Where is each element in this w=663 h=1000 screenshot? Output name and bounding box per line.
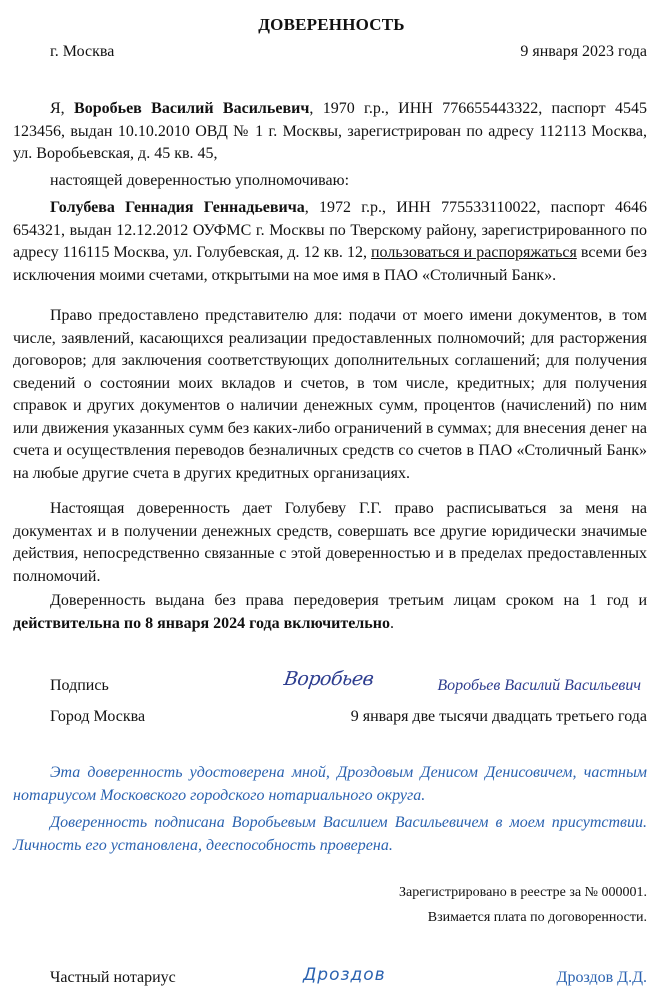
rights-paragraph: Право предоставлено представителю для: подачи от моего имени документов, в том числе, заявлений, касающихся реализации предоставленных полномочий; для расторжения договоров; для заключения соответствующих дополнительных соглашений; для получения сведений о состоянии моих вкладов и счетов, в том числе, кредитных; для получения справок и других документов о наличии денежных сумм, процентов (начислений) по ним или движения указанных сумм без каких-либо ограничений в суммах; для внесения денег на счета и осуществления переводов безналичных средств со счетов в ПАО «Столичный Банк» на любые другие счета в других кредитных организациях. — [13, 307, 647, 482]
validity-end: . — [389, 614, 394, 632]
notary-label: Частный нотариус — [50, 969, 176, 986]
validity-text: Доверенность выдана без права передоверия третьим лицам сроком на 1 год и — [50, 592, 647, 609]
agent-powers-underlined: пользоваться и распоряжаться — [370, 244, 577, 261]
principal-details: , 1970 г.р., ИНН 776655443322, паспорт 4545 123456, выдан 10.10.2010 ОВД № 1 г. Москвы, зарегистрирован по адресу 112113 Москва, ул. Воробьевская, д. 45 кв. 45, — [13, 100, 648, 162]
signing-rights-paragraph: Настоящая доверенность дает Голубеву Г.Г. право расписываться за меня на документах и в получении денежных средств, совершать все другие юридически значимые действия, непосредственно связанные с этой доверенностью и в пределах предоставленных полномочий. — [13, 500, 647, 585]
header-date: 9 января 2023 года — [520, 43, 647, 60]
signature-name: Воробьев Василий Васильевич — [437, 677, 641, 694]
notary-signed-in-presence: Доверенность подписана Воробьевым Василием Васильевичем в моем присутствии. Личность его установлена, дееспособность проверена. — [13, 814, 647, 854]
authorize-line: настоящей доверенностью уполномочиваю: — [50, 172, 350, 189]
document-title: ДОВЕРЕННОСТЬ — [258, 15, 405, 34]
notary-registry: Зарегистрировано в реестре за № 000001. — [398, 885, 647, 900]
header-city: г. Москва — [50, 43, 115, 60]
place-date-words: 9 января две тысячи двадцать третьего года — [350, 708, 647, 725]
validity-paragraph — [13, 590, 647, 635]
validity-bold: действительна по 8 января 2024 года включительно — [13, 614, 390, 632]
principal-handwritten-signature: Воробьев — [282, 668, 375, 690]
notary-fee: Взимается плата по договоренности. — [427, 910, 647, 925]
agent-details: , 1972 г.р., ИНН 775533110022, паспорт 4646 654321, выдан 12.12.2012 ОУФМС г. Москвы по Тверскому району, зарегистрированного по адресу 116115 Москва, ул. Голубевская, д. 12 кв. 12, — [13, 199, 647, 261]
notary-certification: Эта доверенность удостоверена мной, Дроздовым Денисом Денисовичем, частным нотариусом Московского городского нотариального округа. — [13, 764, 647, 804]
principal-paragraph — [13, 98, 647, 166]
signature-label: Подпись — [50, 677, 109, 694]
agent-paragraph — [13, 197, 647, 287]
agent-name: Голубева Геннадия Геннадьевича — [50, 199, 305, 216]
principal-intro: Я, — [50, 100, 75, 117]
place-city: Город Москва — [50, 708, 146, 725]
principal-name: Воробьев Василий Васильевич — [74, 100, 310, 117]
notary-handwritten-signature: Дроздов — [303, 965, 386, 985]
notary-name: Дроздов Д.Д. — [556, 969, 647, 986]
agent-powers-rest: всеми без исключения моими счетами, открытыми на мое имя в ПАО «Столичный Банк». — [13, 244, 648, 284]
